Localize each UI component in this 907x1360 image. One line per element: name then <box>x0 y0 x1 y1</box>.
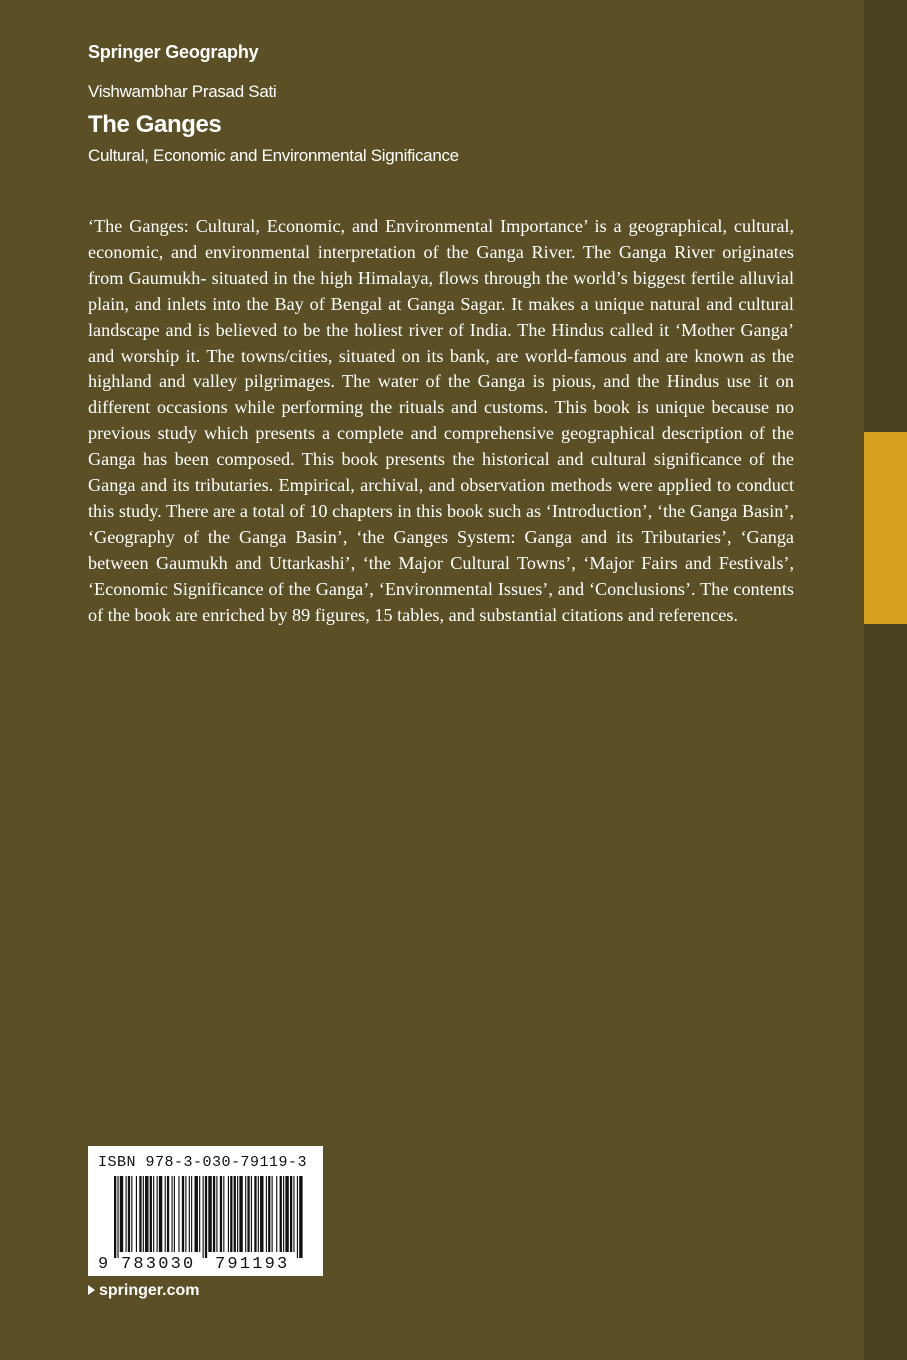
barcode-bar <box>237 1176 238 1252</box>
barcode-bar <box>280 1176 282 1252</box>
barcode-bar <box>283 1176 284 1252</box>
barcode-bar <box>228 1176 229 1252</box>
barcode-digit-group-right: 791193 <box>215 1255 290 1274</box>
barcode-bar <box>234 1176 236 1252</box>
triangle-right-icon <box>88 1285 95 1295</box>
barcode-bar <box>203 1176 204 1258</box>
barcode-bar <box>128 1176 130 1252</box>
barcode-digit-lead: 9 <box>98 1255 109 1274</box>
barcode-bar <box>208 1176 211 1252</box>
springer-link-text: springer.com <box>99 1282 200 1299</box>
barcode-bar <box>276 1176 277 1252</box>
book-subtitle: Cultural, Economic and Environmental Significance <box>88 146 459 165</box>
barcode-bar <box>266 1176 267 1252</box>
barcode-bar <box>117 1176 118 1258</box>
barcode-bar <box>199 1176 200 1252</box>
isbn-barcode <box>88 1146 323 1276</box>
barcode-bar <box>120 1176 123 1252</box>
barcode-bar <box>150 1176 152 1252</box>
barcode-bar <box>172 1176 173 1252</box>
barcode-bar <box>272 1176 273 1252</box>
barcode-bar <box>182 1176 184 1252</box>
barcode-bar <box>114 1176 116 1258</box>
barcode-digit-group-left: 783030 <box>121 1255 196 1274</box>
barcode-bar <box>136 1176 137 1252</box>
barcode-bar <box>251 1176 252 1252</box>
author-name: Vishwambhar Prasad Sati <box>88 82 277 101</box>
barcode-bar <box>178 1176 179 1252</box>
barcode-bar <box>297 1176 298 1258</box>
barcode-bar <box>245 1176 246 1252</box>
barcode-bar <box>260 1176 263 1252</box>
barcode-bar <box>258 1176 259 1252</box>
barcode-bar <box>159 1176 162 1252</box>
book-title: The Ganges <box>88 111 222 138</box>
book-description: ‘The Ganges: Cultural, Economic, and Environmental Importance’ is a geographical, cultural, economic, and environmental interpretation of the Ganga River. The Ganga River originates from Gaumukh- situated in the high Himalaya, flows through the world’s biggest fertile alluvial plain, and inlets into the Bay of Bengal at Ganga Sagar. It makes a unique natural and cultural landscape and is believed to be the holiest river of India. The Hindus called it ‘Mother Ganga’ and worship it. The towns/cities, situated on its bank, are world-famous and are known as the highland and valley pilgrimages. The water of the Ganga is pious, and the Hindus use it on different occasions while performing the rituals and customs. This book is unique because no previous study which presents a complete and comprehensive geographical description of the Ganga has been composed. This book presents the historical and cultural significance of the Ganga and its tributaries. Empirical, archival, and observation methods were applied to conduct this study. There are a total of 10 chapters in this book such as ‘Introduction’, ‘the Ganga Basin’, ‘Geography of the Ganga Basin’, ‘the Ganges System: Ganga and its Tributaries’, ‘Ganga between Gaumukh and Uttarkashi’, ‘the Major Cultural Towns’, ‘Major Fairs and Festivals’, ‘Economic Significance of the Ganga’, ‘Environmental Issues’, and ‘Conclusions’. The contents of the book are enriched by 89 figures, 15 tables, and substantial citations and references. <box>88 216 794 625</box>
barcode-bar <box>189 1176 190 1252</box>
barcode-bar <box>254 1176 256 1252</box>
barcode-bar <box>290 1176 292 1252</box>
barcode-bar <box>131 1176 132 1252</box>
barcode-bar <box>126 1176 127 1252</box>
barcode-bar <box>299 1176 302 1258</box>
barcode-bar <box>213 1176 215 1252</box>
barcode-bar <box>174 1176 175 1252</box>
springer-link[interactable] <box>88 1282 199 1300</box>
barcode-bar <box>157 1176 158 1252</box>
spine-accent-band <box>864 432 907 624</box>
barcode-bar <box>239 1176 242 1252</box>
barcode-bar <box>230 1176 232 1252</box>
barcode-bar <box>185 1176 186 1252</box>
barcode-bar <box>205 1176 207 1258</box>
barcode-bar <box>247 1176 249 1252</box>
spine-strip <box>864 0 907 1360</box>
barcode-bar <box>191 1176 192 1252</box>
series-name: Springer Geography <box>88 42 259 62</box>
barcode-bar <box>293 1176 294 1252</box>
barcode-bar <box>145 1176 148 1252</box>
barcode-bar <box>268 1176 270 1252</box>
barcode-bar <box>139 1176 141 1252</box>
barcode-bar <box>220 1176 222 1252</box>
barcode-bar <box>153 1176 154 1252</box>
barcode-bar <box>143 1176 144 1252</box>
barcode-bar <box>285 1176 288 1252</box>
barcode-bar <box>195 1176 198 1252</box>
barcode-bar <box>165 1176 166 1252</box>
barcode-bar <box>216 1176 217 1252</box>
barcode-bar <box>223 1176 224 1252</box>
isbn-number: ISBN 978-3-030-79119-3 <box>98 1154 308 1171</box>
barcode-bar <box>167 1176 169 1252</box>
